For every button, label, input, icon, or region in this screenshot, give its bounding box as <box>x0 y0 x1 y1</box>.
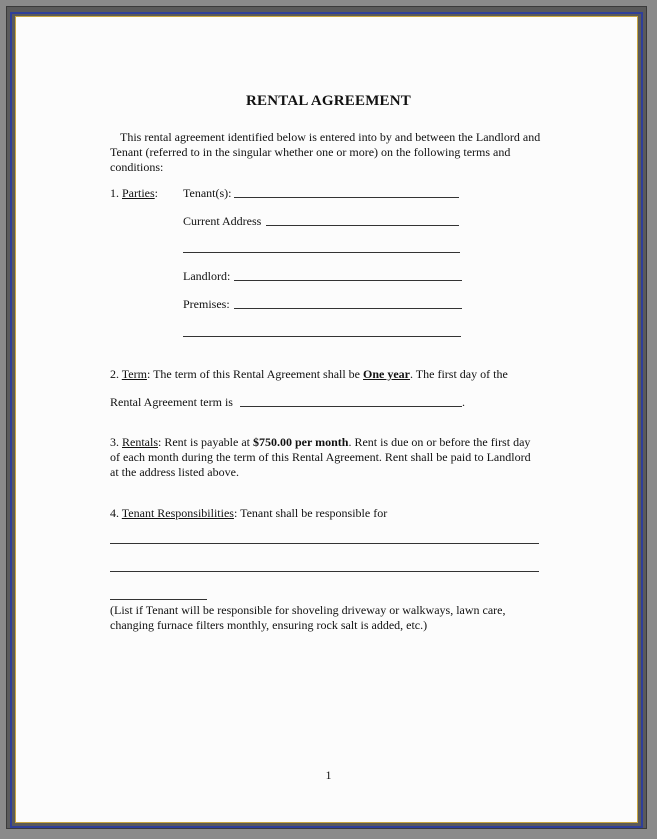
term-paragraph: 2. Term: The term of this Rental Agreement shall be One year. The first day of the <box>110 367 508 381</box>
responsibilities-blank-line-2[interactable] <box>110 571 539 572</box>
page-number: 1 <box>325 768 332 782</box>
responsibilities-note-line-1: (List if Tenant will be responsible for shoveling driveway or walkways, lawn care, <box>110 603 506 617</box>
landlord-label: Landlord: <box>183 269 231 283</box>
intro-line-1: This rental agreement identified below is entered into by and between the Landlord and <box>120 130 541 144</box>
tenant-blank-line[interactable] <box>234 197 459 198</box>
premises-label: Premises: <box>183 297 230 311</box>
parties-heading: 1. Parties: <box>110 186 159 200</box>
responsibilities-blank-line-1[interactable] <box>110 543 539 544</box>
responsibilities-heading: 4. Tenant Responsibilities: Tenant shall be responsible for <box>110 506 388 520</box>
current-address-blank-line[interactable] <box>266 225 459 226</box>
intro-line-3: conditions: <box>110 160 164 174</box>
term-duration: One year <box>363 367 411 381</box>
responsibilities-note-line-2: changing furnace filters monthly, ensuring rock salt is added, etc.) <box>110 618 428 632</box>
rentals-line-2: of each month during the term of this Rental Agreement. Rent shall be paid to Landlord <box>110 450 531 464</box>
current-address-label: Current Address <box>183 214 262 228</box>
document-title: RENTAL AGREEMENT <box>245 93 412 109</box>
current-address-blank-line-2[interactable] <box>183 252 460 253</box>
term-start-label: Rental Agreement term is <box>110 395 233 409</box>
premises-blank-line-2[interactable] <box>183 336 461 337</box>
landlord-blank-line[interactable] <box>234 280 462 281</box>
responsibilities-blank-line-3[interactable] <box>110 599 207 600</box>
term-start-period: . <box>462 395 465 409</box>
term-start-blank-line[interactable] <box>240 406 462 407</box>
rentals-line-1: 3. Rentals: Rent is payable at $750.00 per month. Rent is due on or before the first day <box>110 435 531 449</box>
premises-blank-line[interactable] <box>234 308 462 309</box>
intro-line-2: Tenant (referred to in the singular whether one or more) on the following terms and <box>110 145 511 159</box>
tenant-label: Tenant(s): <box>183 186 232 200</box>
rent-amount: $750.00 per month <box>252 435 349 449</box>
rentals-line-3: at the address listed above. <box>110 465 239 479</box>
